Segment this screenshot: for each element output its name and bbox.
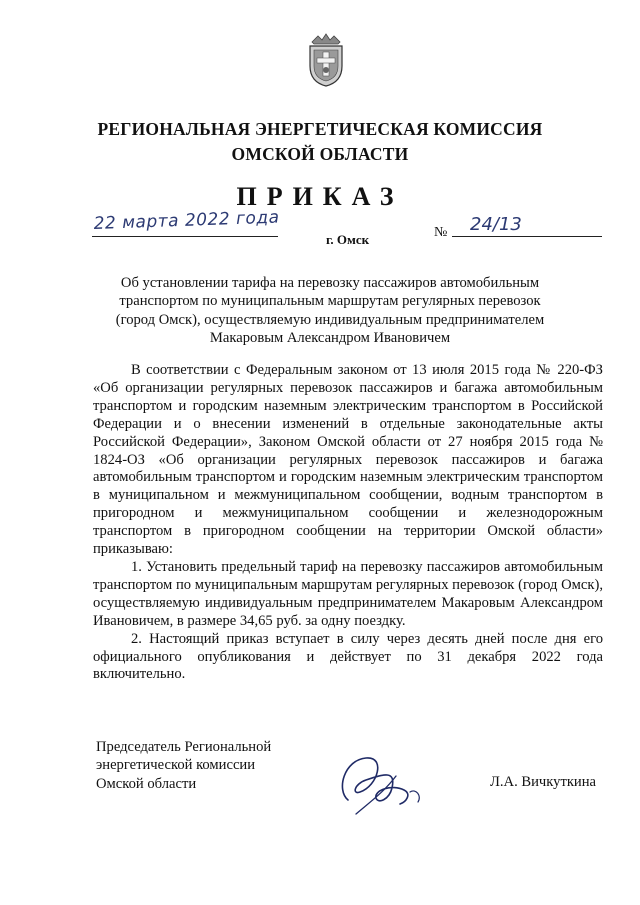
number-underline (452, 236, 602, 237)
number-sign: № (434, 225, 448, 240)
organization-name-line1: РЕГИОНАЛЬНАЯ ЭНЕРГЕТИЧЕСКАЯ КОМИССИЯ (97, 119, 543, 139)
date-underline (92, 236, 278, 237)
city-label: г. Омск (326, 232, 370, 247)
clause-1-paragraph: 1. Установить предельный тариф на перевозку пассажиров автомобильным транспортом по муниципальным маршрутам регулярных перевозок (город Омск), осуществляемую индивидуальным предпринимателем Макаровым Александром Ивановичем, в размере 34,65 руб. за одну поездку. (93, 558, 603, 629)
handwritten-order-number: 24/13 (470, 214, 522, 235)
subject-line: Об установлении тарифа на перевозку пассажиров автомобильным (120, 275, 540, 291)
signatory-name: Л.А. Вичкуткина (490, 774, 597, 790)
handwritten-date: 22 марта 2022 года (93, 207, 280, 234)
signatory-title (96, 738, 271, 793)
document-type-title: ПРИКАЗ (236, 182, 404, 211)
omsk-coat-of-arms-emblem (304, 32, 348, 88)
clause-2-paragraph: 2. Настоящий приказ вступает в силу через десять дней после дня его официального опубликования и действует по 31 декабря 2022 года включительно. (93, 630, 603, 683)
signatory-title-line: Омской области (96, 775, 197, 792)
preamble-paragraph: В соответствии с Федеральным законом от 13 июля 2015 года № 220-ФЗ «Об организации регулярных перевозок пассажиров и багажа автомобильным транспортом и городским наземным электрическим транспортом в Российской Федерации и о внесении изменений в отдельные законодательные акты Российской Федерации», Законом Омской области от 27 ноября 2015 года № 1824-ОЗ «Об организации регулярных перевозок пассажиров и багажа автомобильным транспортом и городским наземным электрическим транспортом в муниципальном и межмуниципальном сообщении, водным транспортом в пригородном и межмуниципальном сообщении и железнодорожным транспортом в пригородном сообщении на территории Омской области» приказываю: (93, 362, 603, 558)
signatory-title-line: Председатель Региональной (96, 739, 272, 755)
subject-line: Макаровым Александром Ивановичем (209, 330, 451, 347)
order-subject (100, 274, 560, 348)
order-body (93, 362, 603, 684)
organization-name-line2: ОМСКОЙ ОБЛАСТИ (231, 144, 409, 164)
subject-line: транспортом по муниципальным маршрутам регулярных перевозок (119, 293, 541, 310)
signatory-title-line: энергетической комиссии (96, 757, 256, 774)
subject-line: (город Омск), осуществляемую индивидуальным предпринимателем (115, 311, 545, 328)
handwritten-signature (326, 740, 466, 830)
